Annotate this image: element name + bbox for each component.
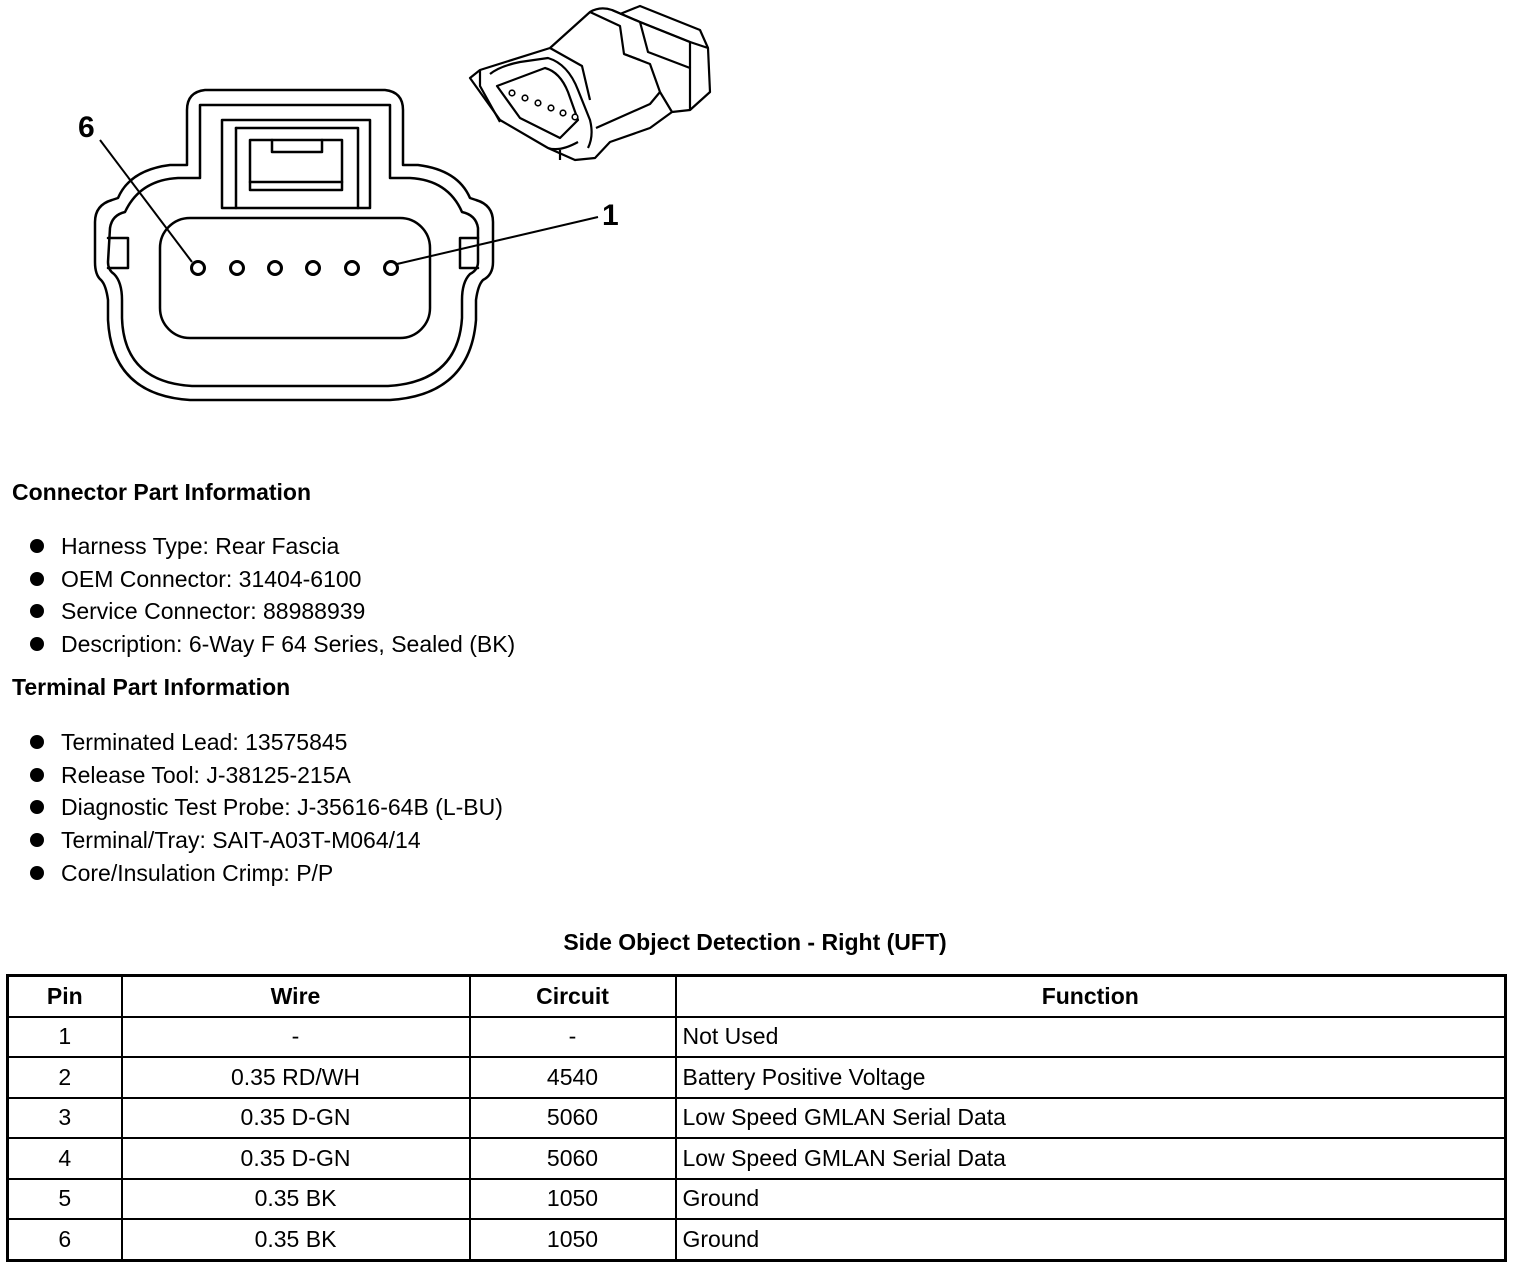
cell-circuit: 4540 xyxy=(470,1057,676,1098)
cell-pin: 3 xyxy=(8,1098,122,1139)
cell-circuit: 5060 xyxy=(470,1138,676,1179)
cell-function: Battery Positive Voltage xyxy=(676,1057,1506,1098)
bullet-icon xyxy=(30,735,44,749)
cell-function: Ground xyxy=(676,1179,1506,1220)
lock-latch xyxy=(222,120,370,208)
bullet-icon xyxy=(30,637,44,651)
terminal-info-list xyxy=(30,726,503,889)
table-header-row xyxy=(8,976,1506,1017)
table-row xyxy=(8,1219,1506,1260)
cell-function: Low Speed GMLAN Serial Data xyxy=(676,1138,1506,1179)
pin-6-leader xyxy=(100,140,192,262)
pin-table-title: Side Object Detection - Right (UFT) xyxy=(563,929,947,955)
list-item: Core/Insulation Crimp: P/P xyxy=(30,857,503,890)
table-row xyxy=(8,1098,1506,1139)
cell-circuit: - xyxy=(470,1017,676,1058)
pin-1-label: 1 xyxy=(602,199,619,232)
pin-2-terminal xyxy=(346,262,359,275)
header-wire: Wire xyxy=(122,976,470,1017)
table-row xyxy=(8,1017,1506,1058)
bullet-icon xyxy=(30,604,44,618)
terminal-info-heading: Terminal Part Information xyxy=(12,674,291,700)
cell-pin: 4 xyxy=(8,1138,122,1179)
connector-info-heading: Connector Part Information xyxy=(12,479,312,505)
pin-6-label: 6 xyxy=(78,111,95,144)
list-item: Harness Type: Rear Fascia xyxy=(30,530,515,563)
list-item: Description: 6-Way F 64 Series, Sealed (BK) xyxy=(30,628,515,661)
cell-pin: 6 xyxy=(8,1219,122,1260)
bullet-icon xyxy=(30,768,44,782)
cell-wire: 0.35 D-GN xyxy=(122,1098,470,1139)
header-circuit: Circuit xyxy=(470,976,676,1017)
pin-4-terminal xyxy=(269,262,282,275)
cell-wire: 0.35 BK xyxy=(122,1219,470,1260)
table-row xyxy=(8,1138,1506,1179)
list-item: Terminal/Tray: SAIT-A03T-M064/14 xyxy=(30,824,503,857)
connector-diagram xyxy=(0,0,760,420)
bullet-icon xyxy=(30,539,44,553)
header-pin: Pin xyxy=(8,976,122,1017)
connector-housing-outer xyxy=(95,90,493,400)
cell-function: Not Used xyxy=(676,1017,1506,1058)
pin-6-terminal xyxy=(192,262,205,275)
bullet-icon xyxy=(30,833,44,847)
list-item: OEM Connector: 31404-6100 xyxy=(30,563,515,596)
list-item: Diagnostic Test Probe: J-35616-64B (L-BU) xyxy=(30,791,503,824)
bullet-icon xyxy=(30,572,44,586)
pin-3-terminal xyxy=(307,262,320,275)
cell-wire: 0.35 D-GN xyxy=(122,1138,470,1179)
connector-housing-inner xyxy=(108,105,478,386)
table-row xyxy=(8,1179,1506,1220)
cell-wire: - xyxy=(122,1017,470,1058)
bullet-icon xyxy=(30,866,44,880)
cell-wire: 0.35 RD/WH xyxy=(122,1057,470,1098)
bullet-icon xyxy=(30,800,44,814)
cell-function: Ground xyxy=(676,1219,1506,1260)
list-item: Service Connector: 88988939 xyxy=(30,595,515,628)
connector-info-list xyxy=(30,530,515,661)
pin-1-terminal xyxy=(385,262,398,275)
cell-circuit: 5060 xyxy=(470,1098,676,1139)
table-row xyxy=(8,1057,1506,1098)
list-item: Terminated Lead: 13575845 xyxy=(30,726,503,759)
cell-circuit: 1050 xyxy=(470,1179,676,1220)
pin-table xyxy=(6,974,1507,1262)
cell-wire: 0.35 BK xyxy=(122,1179,470,1220)
terminal-cavity xyxy=(160,218,430,338)
list-item: Release Tool: J-38125-215A xyxy=(30,759,503,792)
cell-circuit: 1050 xyxy=(470,1219,676,1260)
connector-3d-view xyxy=(470,6,710,160)
pin-1-leader xyxy=(397,217,598,264)
header-function: Function xyxy=(676,976,1506,1017)
cell-pin: 1 xyxy=(8,1017,122,1058)
cell-pin: 2 xyxy=(8,1057,122,1098)
cell-function: Low Speed GMLAN Serial Data xyxy=(676,1098,1506,1139)
pin-5-terminal xyxy=(231,262,244,275)
cell-pin: 5 xyxy=(8,1179,122,1220)
